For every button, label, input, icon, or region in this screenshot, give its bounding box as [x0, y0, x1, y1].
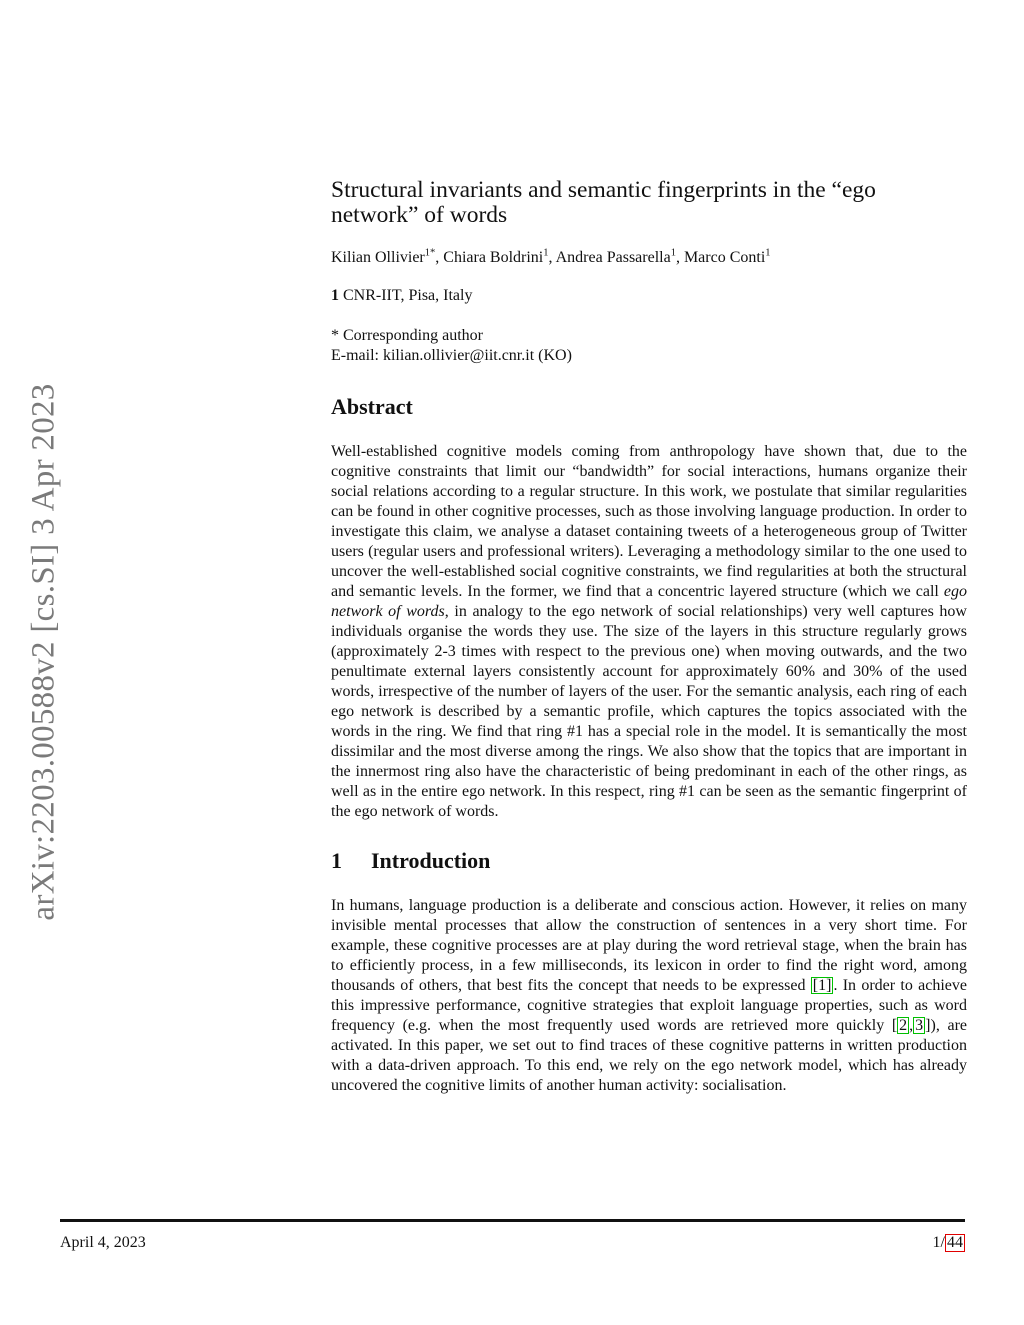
footer-divider: [60, 1219, 965, 1222]
author-name: Chiara Boldrini: [443, 249, 544, 266]
intro-text-part: ), are activated. In this paper, we set out to find traces of these cognitive patterns in written production with a data-driven approach. To this end, we rely on the ego network model, which has already uncovered the cognitive limits of another human activity: socialisation.: [331, 1017, 967, 1094]
abstract-text-part: , in analogy to the ego network of social relationships) very well captures how individuals organise the words they use. The size of the layers in this structure regularly grows (approximately 2-3 times with respect to the previous one) when moving outwards, and the two penultimate external layers consistently account for approximately 60% and 30% of the used words, irrespective of the number of layers of the user. For the semantic analysis, each ring of each ego network is described by a semantic profile, which captures the topics associated with the words in the ring. We find that ring #1 has a special role in the model. It is semantically the most dissimilar and the most diverse among the rings. We also show that the topics that are important in the innermost ring also have the characteristic of being predominant in each of the other rings, as well as in the entire ego network. In this respect, ring #1 can be seen as the semantic fingerprint of the ego network of words.: [331, 603, 967, 820]
abstract-emphasis: ego network of words: [331, 583, 967, 620]
citation-link-1[interactable]: [1]: [812, 977, 832, 994]
author-affiliation-mark: 1*: [424, 247, 436, 259]
section-title: Introduction: [371, 848, 491, 873]
author-affiliation-mark: 1: [765, 247, 771, 259]
author-list: Kilian Ollivier$^{1*}$, Chiara Boldrini$^1$, Andrea Passarella$^1$, Marco Conti$^1$: [331, 247, 771, 266]
footer-date: April 4, 2023: [60, 1234, 146, 1251]
author-name: Andrea Passarella: [555, 249, 671, 266]
page-separator: /: [940, 1234, 945, 1251]
citation-link-2[interactable]: 2: [899, 1017, 908, 1034]
page-number: [933, 1234, 965, 1252]
affiliation-text: CNR-IIT, Pisa, Italy: [343, 287, 473, 304]
current-page: 1: [932, 1234, 941, 1251]
intro-text-part: . In order to achieve this impressive performance, cognitive strategies that exploit language properties, such as word frequency (e.g. when the most frequently used words are retrieved more quickly: [331, 977, 967, 1034]
citation-link-3[interactable]: 3: [915, 1017, 924, 1034]
citation-separator: ,: [909, 1017, 914, 1034]
author-affiliation-mark: 1: [670, 247, 676, 259]
paper-content: [331, 178, 967, 1096]
corresponding-author-note: * Corresponding author: [331, 327, 483, 344]
abstract-text-part: Well-established cognitive models coming from anthropology have shown that, due to the cognitive constraints that limit our “bandwidth” for social interactions, humans organize their social relations according to a regular structure. In this work, we postulate that similar regularities can be found in other cognitive processes, such as those involving language production. In order to investigate this claim, we analyse a dataset containing tweets of a heterogeneous group of Twitter users (regular users and professional writers). Leveraging a methodology similar to the one used to uncover the well-established social cognitive constraints, we find regularities at both the structural and semantic levels. In the former, we find that a concentric layered structure (which we call: [331, 443, 967, 600]
introduction-heading: [331, 848, 967, 874]
section-number: 1: [331, 848, 342, 873]
abstract-heading: Abstract: [331, 394, 413, 419]
affiliation: [331, 286, 967, 306]
abstract-text: [331, 442, 967, 822]
corresponding-email: E-mail: kilian.ollivier@iit.cnr.it (KO): [331, 347, 572, 364]
introduction-text: [331, 896, 967, 1096]
total-pages-link[interactable]: 44: [947, 1234, 963, 1251]
affiliation-number: 1: [331, 287, 339, 304]
intro-text-part: In humans, language production is a deliberate and conscious action. However, it relies on many invisible mental processes that allow the construction of sentences in a very short time. For example, these cognitive processes are at play during the word retrieval stage, when the brain has to efficiently process, in a few milliseconds, its lexicon in order to find the right word, among thousands of others, that best fits the concept that needs to be expressed: [331, 897, 967, 994]
citation-bracket: ]: [925, 1017, 931, 1034]
paper-title: Structural invariants and semantic fingerprints in the “ego network” of words: [331, 177, 876, 228]
author-name: Kilian Ollivier: [331, 249, 425, 266]
author-affiliation-mark: 1: [543, 247, 549, 259]
arxiv-identifier: arXiv:2203.00588v2 [cs.SI] 3 Apr 2023: [25, 383, 62, 921]
citation-bracket: [: [891, 1017, 898, 1034]
author-name: Marco Conti: [683, 249, 766, 266]
